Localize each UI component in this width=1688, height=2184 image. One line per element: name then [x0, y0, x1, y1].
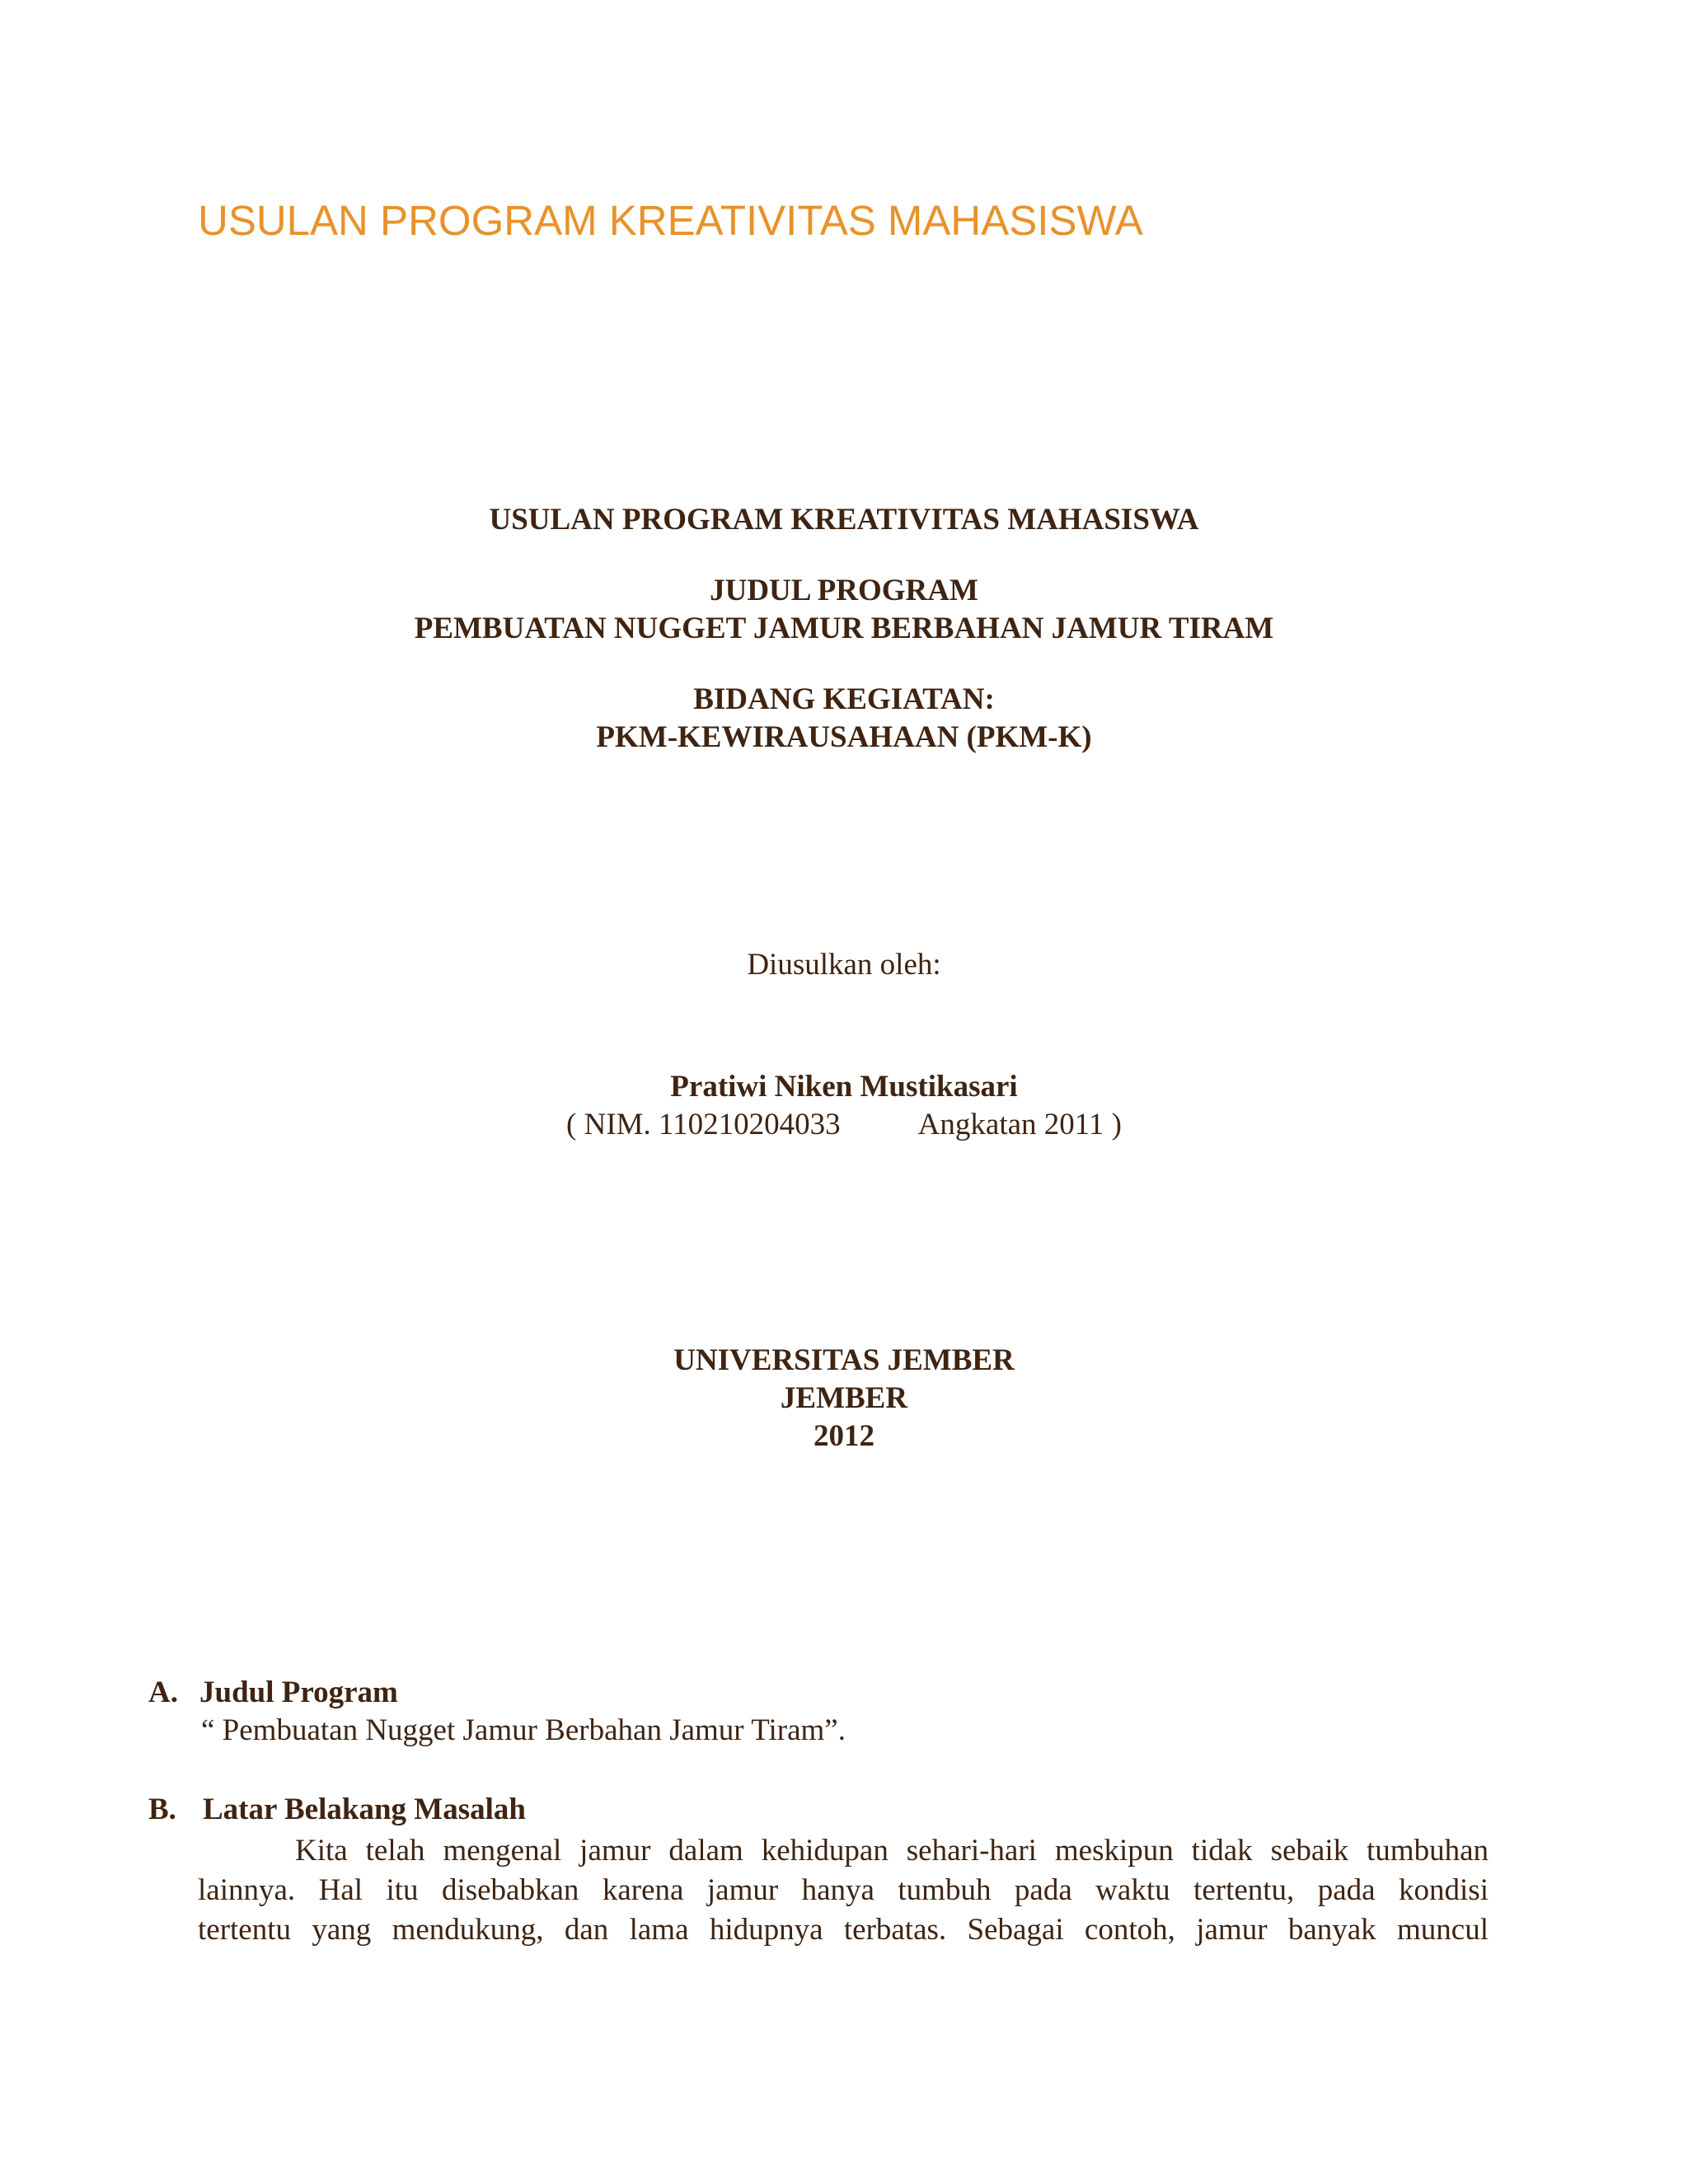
paragraph-line-3: tertentu yang mendukung, dan lama hidupnya terbatas. Sebagai contoh, jamur banyak muncul	[198, 1913, 1489, 1947]
year-text: 2012	[814, 1419, 874, 1453]
angkatan-text: Angkatan 2011 )	[917, 1108, 1122, 1141]
author-id-line	[0, 1106, 1688, 1144]
section-a-body: “ Pembuatan Nugget Jamur Berbahan Jamur Tiram”.	[201, 1713, 846, 1747]
section-b-heading	[148, 1792, 526, 1827]
university-name: UNIVERSITAS JEMBER	[673, 1343, 1015, 1377]
bidang-kegiatan-label: BIDANG KEGIATAN:	[693, 682, 995, 716]
document-title: USULAN PROGRAM KREATIVITAS MAHASISWA	[198, 197, 1143, 244]
section-a-heading	[148, 1675, 398, 1710]
nim-text: ( NIM. 110210204033	[566, 1108, 841, 1141]
section-b-title: Latar Belakang Masalah	[203, 1793, 526, 1826]
judul-program-label: JUDUL PROGRAM	[710, 574, 978, 607]
section-b-letter: B.	[148, 1793, 176, 1826]
city-name: JEMBER	[780, 1381, 908, 1415]
paragraph-line-2: lainnya. Hal itu disebabkan karena jamur hanya tumbuh pada waktu tertentu, pada kondisi	[198, 1873, 1489, 1907]
proposed-by-label: Diusulkan oleh:	[747, 948, 941, 982]
bidang-kegiatan-value: PKM-KEWIRAUSAHAAN (PKM-K)	[596, 720, 1092, 754]
section-a-title: Judul Program	[199, 1675, 398, 1709]
judul-program-value: PEMBUATAN NUGGET JAMUR BERBAHAN JAMUR TIRAM	[414, 612, 1274, 645]
section-a-letter: A.	[148, 1675, 178, 1709]
author-name: Pratiwi Niken Mustikasari	[670, 1070, 1018, 1104]
paragraph-line-1: Kita telah mengenal jamur dalam kehidupan sehari-hari meskipun tidak sebaik tumbuhan	[295, 1834, 1489, 1868]
section-b-paragraph	[198, 1831, 1489, 1950]
cover-heading: USULAN PROGRAM KREATIVITAS MAHASISWA	[489, 503, 1199, 537]
